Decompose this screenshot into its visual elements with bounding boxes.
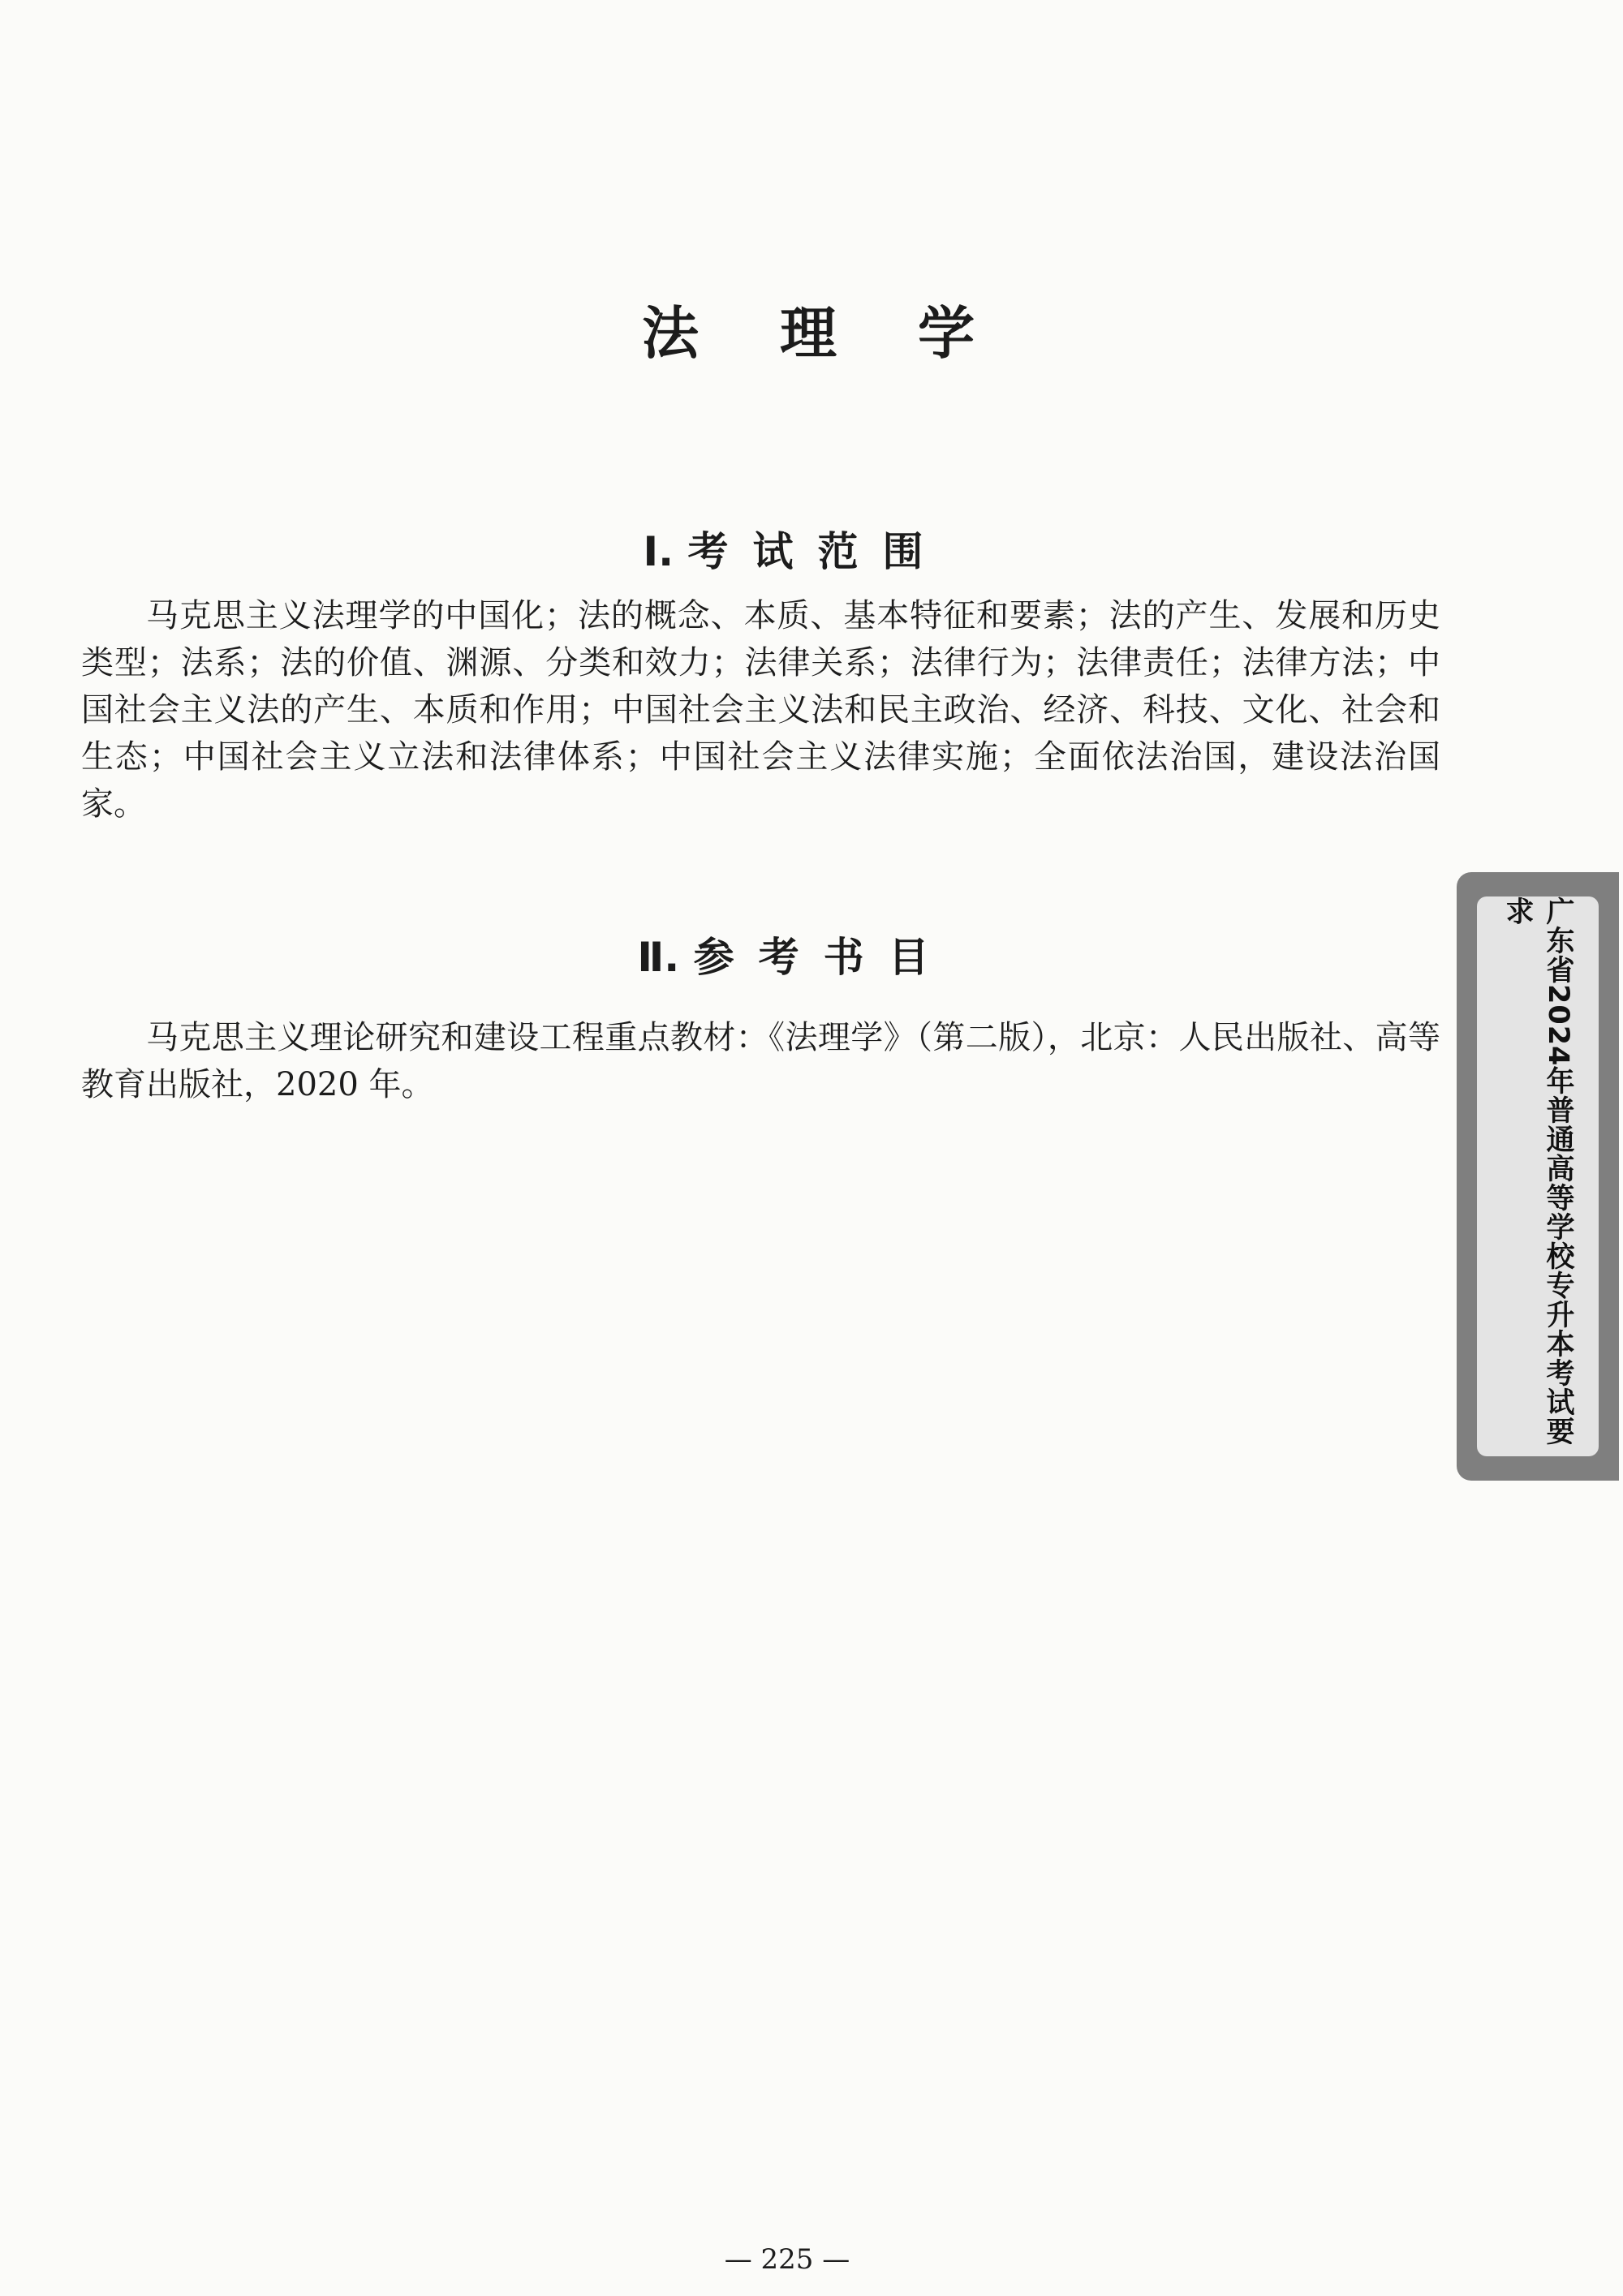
section-heading-exam-scope bbox=[0, 519, 1591, 578]
section-heading-text: 考试范围 bbox=[687, 528, 948, 575]
exam-scope-paragraph: 马克思主义法理学的中国化；法的概念、本质、基本特征和要素；法的产生、发展和历史类型；法系；法的价值、渊源、分类和效力；法律关系；法律行为；法律责任；法律方法；中国社会主义法的产生、本质和作用；中国社会主义法和民主政治、经济、科技、文化、社会和生态；中国社会主义立法和法律体系；中国社会主义法律实施；全面依法治国，建设法治国家。 bbox=[81, 597, 1440, 823]
side-tab-inner bbox=[1477, 896, 1599, 1456]
section-heading-references bbox=[0, 925, 1591, 983]
side-tab bbox=[1457, 872, 1619, 1481]
side-tab-text: 广东省2024年普通高等学校专升本考试要求 bbox=[1501, 896, 1574, 1447]
page-title: 法理学 bbox=[642, 300, 1056, 367]
references-paragraph: 马克思主义理论研究和建设工程重点教材：《法理学》（第二版），北京：人民出版社、高等教育出版社，2020 年。 bbox=[81, 1019, 1440, 1103]
section-numeral: Ⅰ. bbox=[643, 528, 674, 575]
section-numeral: Ⅱ. bbox=[637, 934, 680, 981]
section-heading-text: 参考书目 bbox=[693, 934, 954, 981]
page-number: — 225 — bbox=[724, 2243, 850, 2276]
